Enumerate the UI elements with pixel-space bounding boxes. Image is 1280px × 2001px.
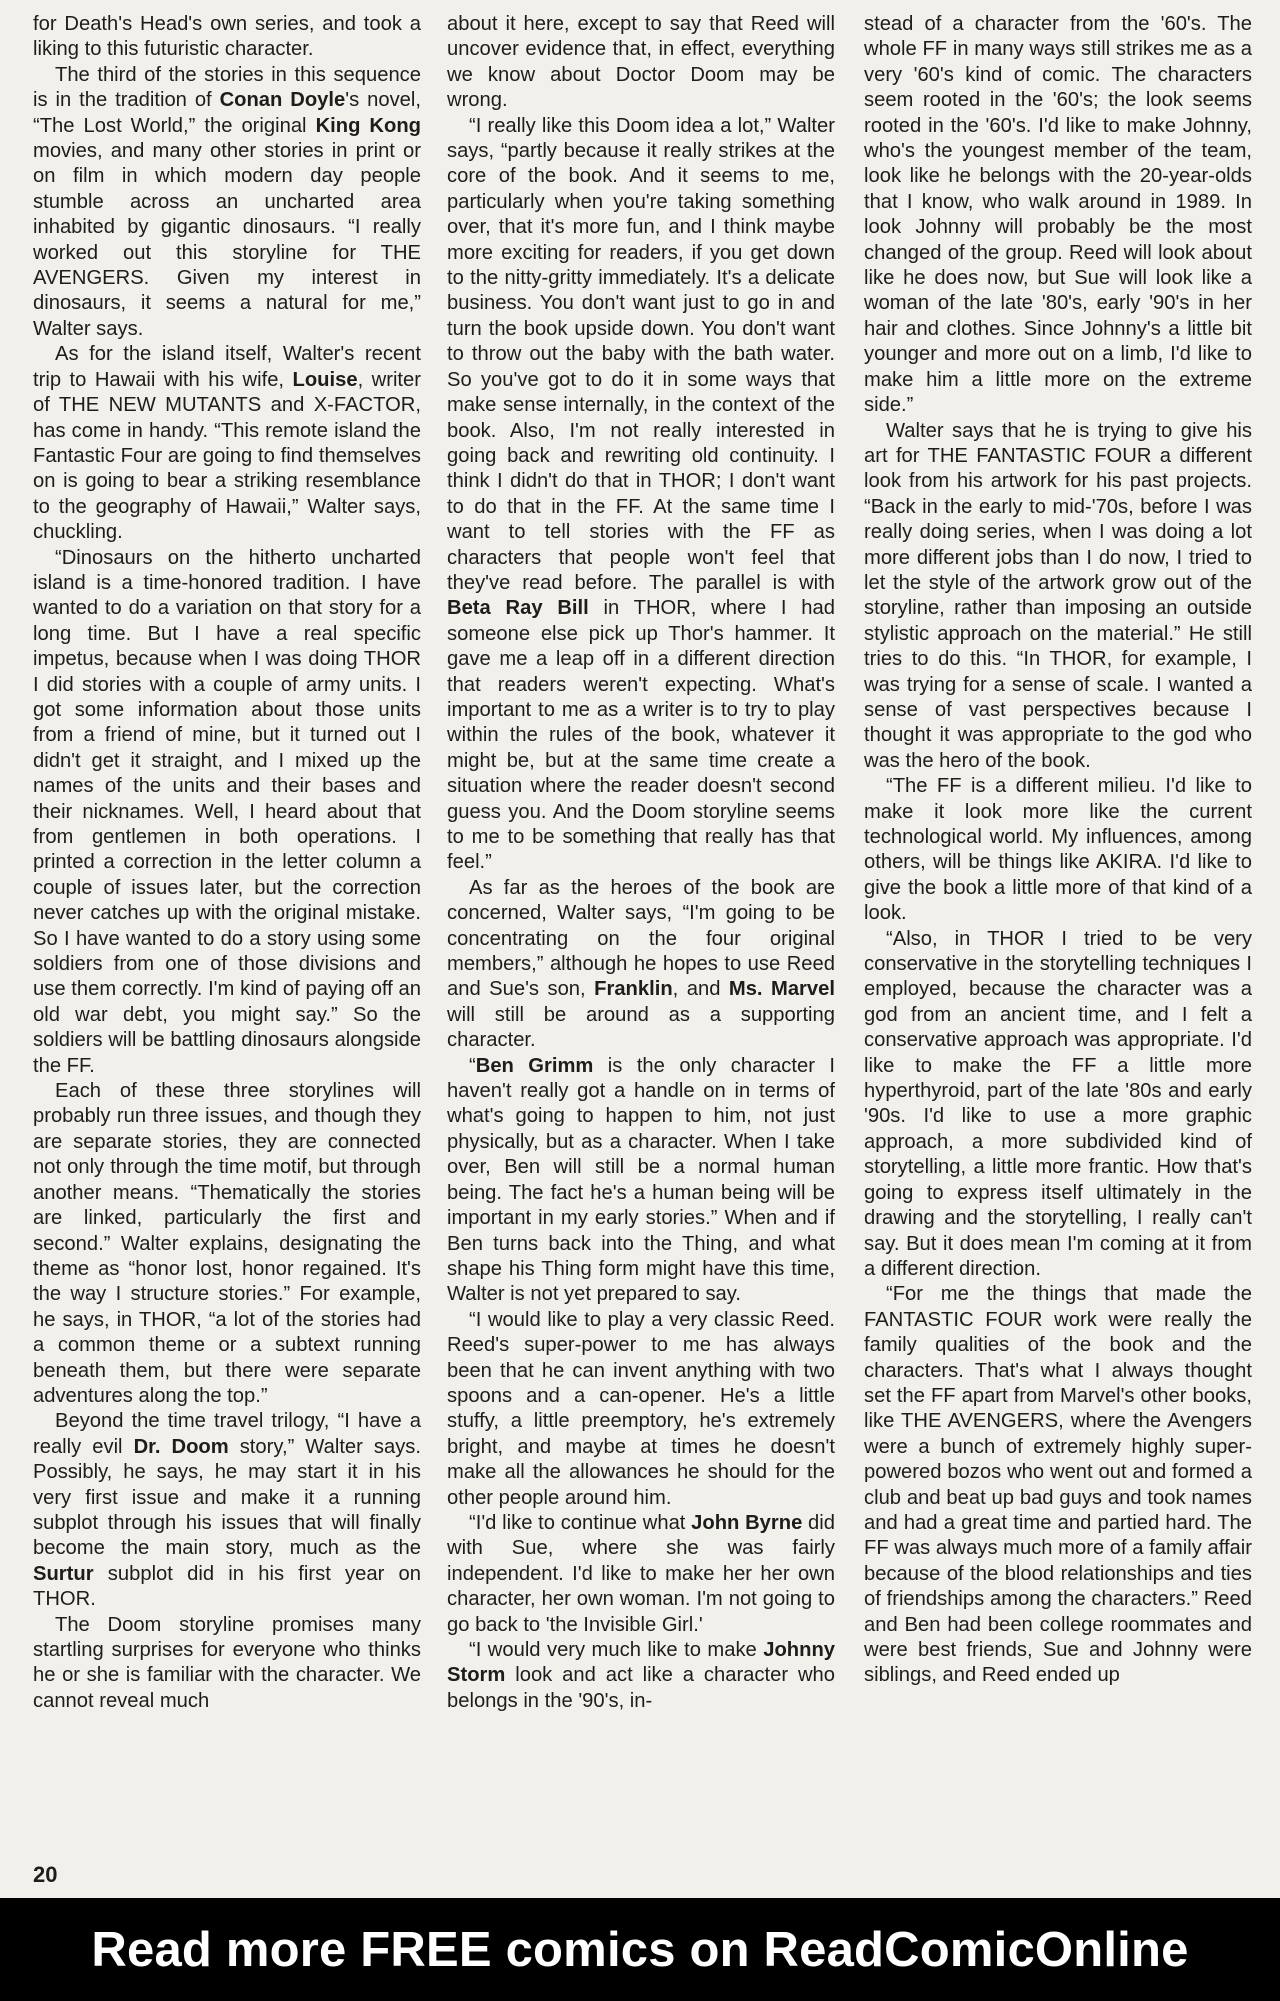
bold-name: John Byrne [691,1511,803,1534]
bold-name: Conan Doyle [219,89,346,112]
article-paragraph [447,12,835,114]
text-run: “I would very much like to make [469,1639,764,1661]
text-run: “Also, in THOR I tried to be very conservative in the storytelling techniques I employed, because the character was a god from an ancient time, and I felt a conservative approach was appropriate. I'd like to make the FF a little more hyperthyroid, part of the late '80s and early '90s. I'd like to use a more graphic approach, a more subdivided kind of storytelling, a little more frantic. How that's going to express itself ultimately in the drawing and the storytelling, I really can't say. But it does mean I'm coming at it from a different direction. [864,927,1252,1280]
text-run: for Death's Head's own series, and took a liking to this futuristic character. [33,13,421,61]
article-column-2 [447,12,835,1714]
text-run: “The FF is a different milieu. I'd like to make it look more like the current technological world. My influences, among others, will be things like AKIRA. I'd like to give the book a little more of that kind of a look. [864,775,1252,925]
bold-name: Dr. Doom [133,1435,229,1458]
text-run: , writer of THE NEW MUTANTS and X-FACTOR, has come in handy. “This remote island the Fantastic Four are going to find themselves on is going to bear a striking resemblance to the geography of Hawaii,” Walter says, chuckling. [33,368,421,544]
text-run: Walter says that he is trying to give his art for THE FANTASTIC FOUR a different look from his artwork for his past projects. “Back in the early to mid-'70s, before I was really doing series, when I was doing a lot more different jobs than I do now, I tried to let the style of the artwork grow out of the storyline, rather than imposing an outside stylistic approach on the material.” He still tries to do this. “In THOR, for example, I was trying for a sense of scale. I wanted a sense of vast perspectives because I thought it was appropriate to the god who was the hero of the book. [864,419,1252,772]
article-paragraph [33,342,421,545]
text-run: “Dinosaurs on the hitherto uncharted island is a time-honored tradition. I have wanted to do a variation on that story for a long time. But I have a real specific impetus, because when I was doing THOR I did stories with a couple of army units. I got some information about those units from a friend of mine, but it turned out I didn't get it straight, and I mixed up the names of the units and their bases and their nicknames. Well, I heard about that from gentlemen in both operations. I printed a correction in the letter column a couple of issues later, but the correction never catches up with the original mistake. So I have wanted to do a story using some soldiers from one of those divisions and use them correctly. I'm kind of paying off an old war debt, you might say.” So the soldiers will be battling dinosaurs alongside the FF. [33,546,421,1077]
text-run: in THOR, where I had someone else pick up Thor's hammer. It gave me a leap off in a different direction that readers weren't expecting. What's important to me as a writer is to try to play within the rules of the book, whatever it might be, but at the same time create a situation where the reader doesn't second guess you. And the Doom storyline seems to me to be something that really has that feel.” [447,597,835,874]
bold-name: Johnny Storm [447,1639,835,1687]
article-paragraph [447,1638,835,1714]
text-run: “I would like to play a very classic Reed. Reed's super-power to me has always been that he can invent anything with two spoons and a can-opener. He's a little stuffy, a little preemptory, he's extremely bright, and maybe at times he doesn't make all the allowances he should for the other people around him. [447,1308,835,1509]
article-paragraph [447,1054,835,1308]
article-paragraph [33,63,421,342]
text-run: will still be around as a supporting character. [447,1003,835,1052]
article-paragraph [447,1511,835,1638]
article-paragraph [864,1282,1252,1689]
bold-name: Ben Grimm [475,1054,594,1077]
text-run: is the only character I haven't really got a handle on in terms of what's going to happen to him, not just physically, but as a character. When I take over, Ben will still be a normal human being. The fact he's a human being will be important in my early stories.” When and if Ben turns back into the Thing, and what shape his Thing form might have this time, Walter is not yet prepared to say. [447,1054,835,1306]
article-column-1 [33,12,421,1714]
text-run: did with Sue, where she was fairly independent. I'd like to make her her own character, her own woman. I'm not going to go back to 'the Invisible Girl.' [447,1511,835,1636]
text-run: movies, and many other stories in print or on film in which modern day people stumble across an uncharted area inhabited by gigantic dinosaurs. “I really worked out this storyline for THE AVENGERS. Given my interest in dinosaurs, it seems a natural for me,” Walter says. [33,140,421,340]
bold-name: Surtur [33,1562,94,1585]
text-run: “ [469,1054,476,1077]
article-paragraph [33,546,421,1080]
text-run: stead of a character from the '60's. The whole FF in many ways still strikes me as a very '60's kind of comic. The characters seem rooted in the '60's; the look seems rooted in the '60's. I'd like to make Johnny, who's the youngest member of the team, look like he belongs with the 20-year-olds that I know, who walk around in 1989. In look Johnny will probably be the most changed of the group. Reed will look about like he does now, but Sue will look like a woman of the late '80's, early '90's in her hair and clothes. Since Johnny's a little bit younger and more out on a limb, I'd like to make him a little more on the extreme side.” [864,13,1252,417]
bold-name: Ms. Marvel [728,978,835,1001]
text-run: As for the island itself, Walter's recent trip to Hawaii with his wife, [33,343,421,391]
text-run: As far as the heroes of the book are concerned, Walter says, “I'm going to be concentrating on the four original members,” although he hopes to use Reed and Sue's son, [447,876,835,1001]
article-paragraph [447,1308,835,1511]
text-run: about it here, except to say that Reed will uncover evidence that, in effect, everything we know about Doctor Doom may be wrong. [447,13,835,112]
page-number: 20 [33,1862,58,1887]
bold-name: Louise [292,368,358,391]
text-run: The Doom storyline promises many startling surprises for everyone who thinks he or she is familiar with the character. We cannot reveal much [33,1613,421,1712]
text-run: Beyond the time travel trilogy, “I have a really evil [33,1410,421,1458]
text-run: 's novel, “The Lost World,” the original [33,89,421,137]
article-paragraph [447,114,835,876]
article-paragraph [33,1613,421,1715]
text-run: story,” Walter says. Possibly, he says, he may start it in his very first issue and make it a running subplot through his issues that will finally become the main story, much as the [33,1435,422,1560]
bold-name: Beta Ray Bill [447,597,589,620]
article-paragraph [864,774,1252,926]
article-paragraph [33,1409,421,1612]
article-paragraph [864,927,1252,1283]
article-paragraph [33,1079,421,1409]
text-run: Each of these three storylines will probably run three issues, and though they are separate stories, they are connected not only through the time motif, but through another means. “Thematically the stories are linked, particularly the first and second.” Walter explains, designating the theme as “honor lost, honor regained. It's the way I structure stories.” For example, he says, in THOR, “a lot of the stories had a common theme or a subtext running beneath them, but there were separate adventures along the top.” [33,1080,421,1407]
article-paragraph [864,12,1252,419]
bold-name: Franklin [594,978,673,1001]
text-run: subplot did in his first year on THOR. [33,1562,421,1611]
text-run: “For me the things that made the FANTASTIC FOUR work were really the family qualities of the book and the characters. That's what I always thought set the FF apart from Marvel's other books, like THE AVENGERS, where the Avengers were a bunch of extremely highly super-powered bozos who went out and formed a club and beat up bad guys and took names and had a great time and partied hard. The FF was always much more of a family affair because of the blood relationships and ties of friendships among the characters.” Reed and Ben had been college roommates and were best friends, Sue and Johnny were siblings, and Reed ended up [864,1283,1252,1687]
text-run: “I'd like to continue what [469,1511,692,1534]
text-run: , and [672,978,729,1001]
article-paragraph [864,419,1252,775]
text-run: The third of the stories in this sequence is in the tradition of [33,63,421,112]
bold-name: King Kong [315,114,421,137]
article-column-3 [864,12,1252,1689]
text-run: “I really like this Doom idea a lot,” Walter says, “partly because it really strikes at the core of the book. And it seems to me, particularly when you're taking something over, that it's more fun, and I think maybe more exciting for readers, if you get down to the nitty-gritty immediately. It's a delicate business. You don't want just to go in and turn the book upside down. You don't want to throw out the baby with the bath water. So you've got to do it in some ways that make sense internally, in the context of the book. Also, I'm not really interested in going back and rewriting old continuity. I think I didn't do that in THOR; I don't want to do that in the FF. At the same time I want to tell stories with the FF as characters that people won't feel that they've read before. The parallel is with [447,114,835,594]
article-paragraph [447,876,835,1054]
text-run: look and act like a character who belongs in the '90's, in- [447,1664,835,1712]
promo-banner[interactable]: Read more FREE comics on ReadComicOnline [0,1898,1280,2001]
article-paragraph [33,12,421,63]
